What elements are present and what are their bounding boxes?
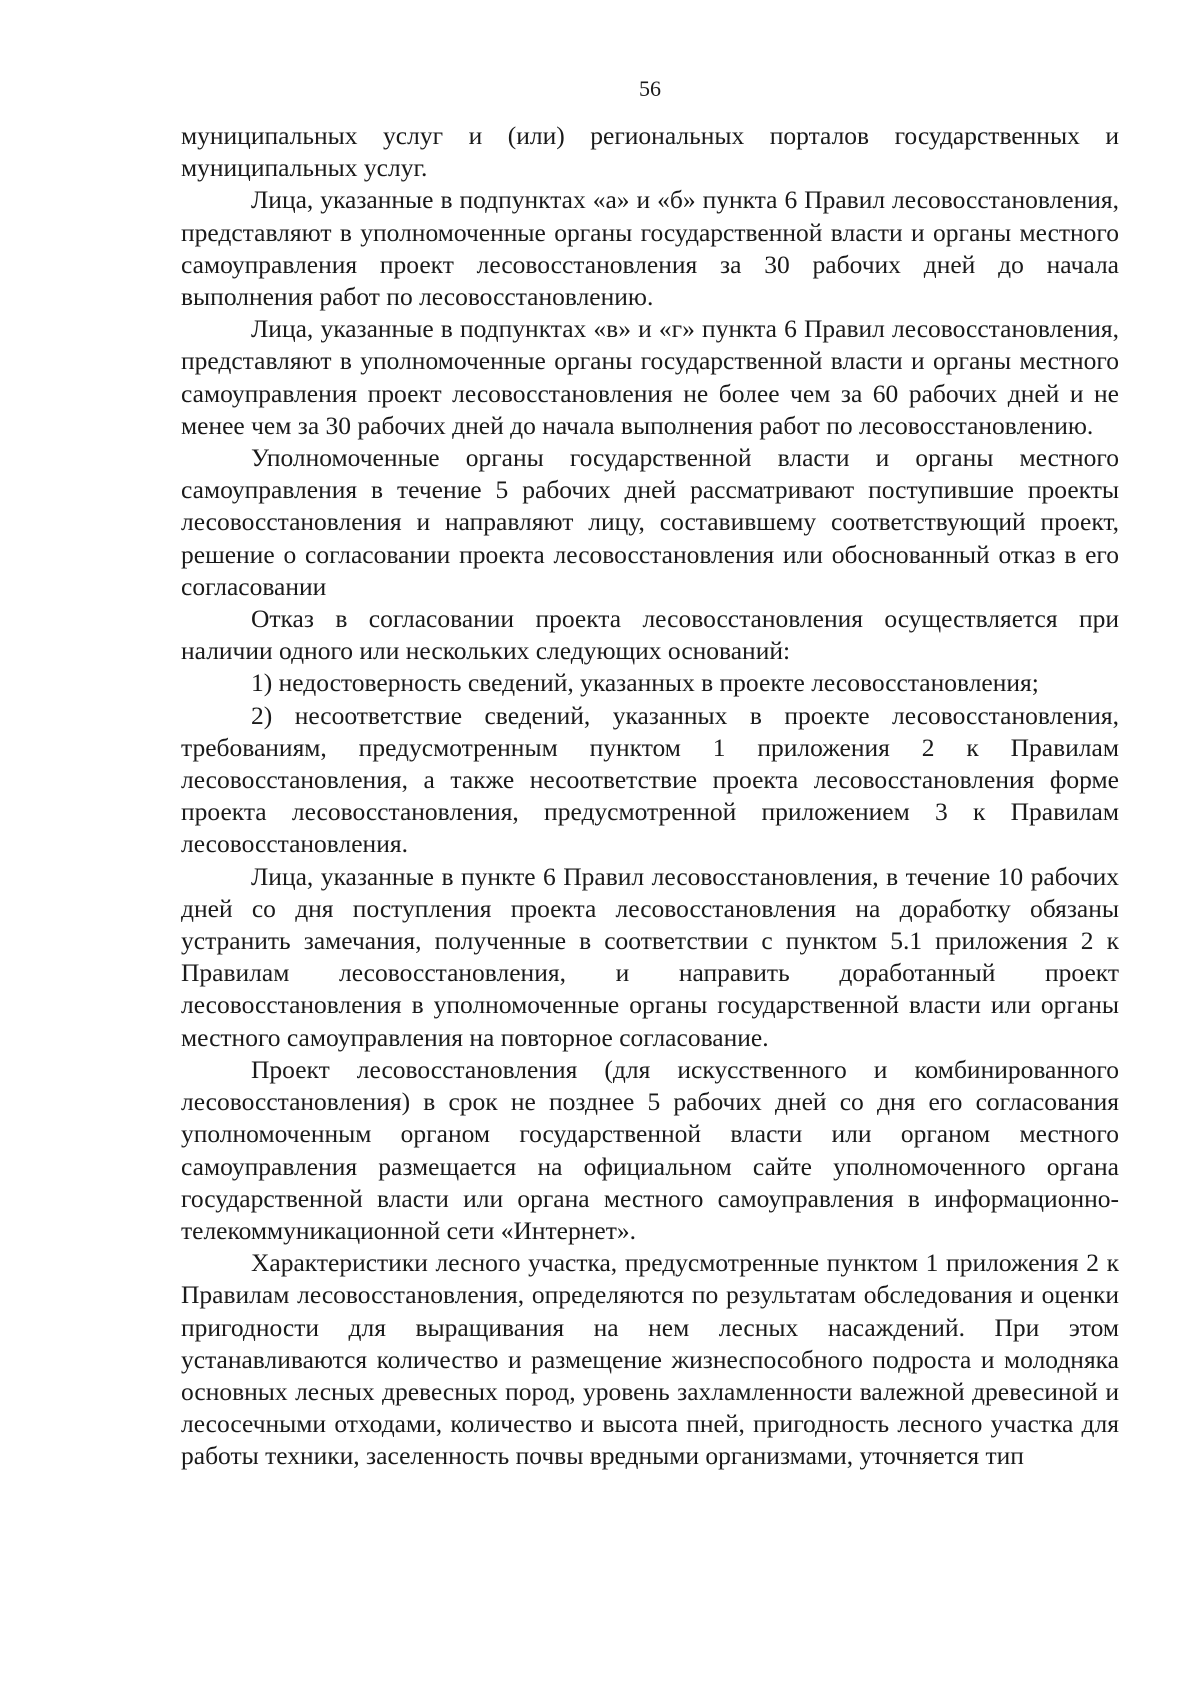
list-item: 1) недостоверность сведений, указанных в проекте лесовосстановления; <box>251 668 1039 698</box>
paragraph: Лица, указанные в подпунктах «в» и «г» пункта 6 Правил лесовосстановления, представляют в уполномоченные органы государственной власти и органы местного самоуправления проект лесовосстановления не более чем за 60 рабочих дней и не менее чем за 30 рабочих дней до начала выполнения работ по лесовосстановлению. <box>181 314 1119 440</box>
paragraph: Характеристики лесного участка, предусмотренные пунктом 1 приложения 2 к Правилам лесовосстановления, определяются по результатам обследования и оценки пригодности для выращивания на нем лесных насаждений. При этом устанавливаются количество и размещение жизнеспособного подроста и молодняка основных лесных древесных пород, уровень захламленности валежной древесиной и лесосечными отходами, количество и высота пней, пригодность лесного участка для работы техники, заселенность почвы вредными организмами, уточняется тип <box>181 1248 1119 1471</box>
page-number: 56 <box>639 76 661 101</box>
paragraph: Лица, указанные в подпунктах «а» и «б» пункта 6 Правил лесовосстановления, представляют в уполномоченные органы государственной власти и органы местного самоуправления проект лесовосстановления за 30 рабочих дней до начала выполнения работ по лесовосстановлению. <box>181 185 1119 312</box>
paragraph: Отказ в согласовании проекта лесовосстановления осуществляется при наличии одного или нескольких следующих оснований: <box>181 604 1119 666</box>
paragraph-continuation: муниципальных услуг и (или) региональных порталов государственных и муниципальных услуг. <box>181 121 1119 183</box>
paragraph: Проект лесовосстановления (для искусственного и комбинированного лесовосстановления) в срок не позднее 5 рабочих дней со дня его согласования уполномоченным органом государственной власти или органом местного самоуправления размещается на официальном сайте уполномоченного органа государственной власти или органа местного самоуправления в информационно-телекоммуникационной сети «Интернет». <box>181 1054 1119 1245</box>
paragraph: Лица, указанные в пункте 6 Правил лесовосстановления, в течение 10 рабочих дней со дня поступления проекта лесовосстановления на доработку обязаны устранить замечания, полученные в соответствии с пунктом 5.1 приложения 2 к Правилам лесовосстановления, и направить доработанный проект лесовосстановления в уполномоченные органы государственной власти или органы местного самоуправления на повторное согласование. <box>181 861 1119 1052</box>
body-text <box>181 120 1119 1473</box>
list-item: 2) несоответствие сведений, указанных в проекте лесовосстановления, требованиям, предусмотренным пунктом 1 приложения 2 к Правилам лесовосстановления, а также несоответствие проекта лесовосстановления форме проекта лесовосстановления, предусмотренной приложением 3 к Правилам лесовосстановления. <box>181 700 1119 859</box>
paragraph: Уполномоченные органы государственной власти и органы местного самоуправления в течение 5 рабочих дней рассматривают поступившие проекты лесовосстановления и направляют лицу, составившему соответствующий проект, решение о согласовании проекта лесовосстановления или обоснованный отказ в его согласовании <box>181 443 1119 601</box>
